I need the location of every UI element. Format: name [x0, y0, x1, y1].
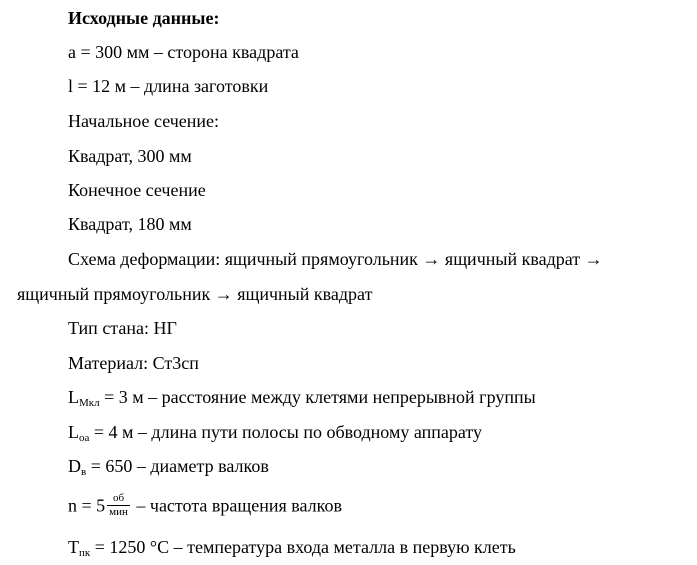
param-entry-temperature: [68, 536, 516, 558]
param-description: = 3 м – расстояние между клетями непрерывной группы: [99, 387, 536, 407]
param-side: a = 300 мм – сторона квадрата: [68, 42, 299, 62]
end-section-label: Конечное сечение: [68, 180, 206, 200]
deformation-scheme-line2: ящичный прямоугольник → ящичный квадрат: [17, 284, 373, 304]
heading: Исходные данные:: [68, 8, 220, 28]
start-section-value: Квадрат, 300 мм: [68, 146, 192, 166]
symbol-base: T: [68, 537, 79, 557]
start-section-label: Начальное сечение:: [68, 111, 220, 131]
fraction-numerator: об: [107, 492, 130, 506]
mill-type: Тип стана: НГ: [68, 318, 177, 338]
param-bypass-length: [68, 421, 482, 443]
symbol-subscript: пк: [79, 547, 91, 559]
symbol-base: L: [68, 422, 79, 442]
param-description: – частота вращения валков: [131, 495, 342, 516]
param-description: = 650 – диаметр валков: [86, 456, 269, 476]
symbol-lhs: n = 5: [68, 495, 106, 516]
symbol-base: D: [68, 456, 81, 476]
symbol-subscript: Мкл: [79, 397, 100, 409]
deformation-scheme-line1: Схема деформации: ящичный прямоугольник → ящичный квадрат →: [68, 249, 603, 269]
symbol-subscript: в: [81, 466, 87, 478]
param-length: l = 12 м – длина заготовки: [68, 76, 269, 96]
param-description: = 1250 °С – температура входа металла в первую клеть: [90, 537, 516, 557]
end-section-value: Квадрат, 180 мм: [68, 214, 192, 234]
fraction-denominator: мин: [109, 506, 128, 518]
material: Материал: Ст3сп: [68, 353, 199, 373]
param-rotation-speed: [68, 494, 342, 521]
unit-fraction: [107, 492, 130, 519]
symbol-base: L: [68, 387, 79, 407]
param-roll-diameter: [68, 455, 269, 477]
symbol-subscript: оа: [79, 432, 90, 444]
param-stand-distance: [68, 386, 536, 408]
param-description: = 4 м – длина пути полосы по обводному аппарату: [89, 422, 483, 442]
